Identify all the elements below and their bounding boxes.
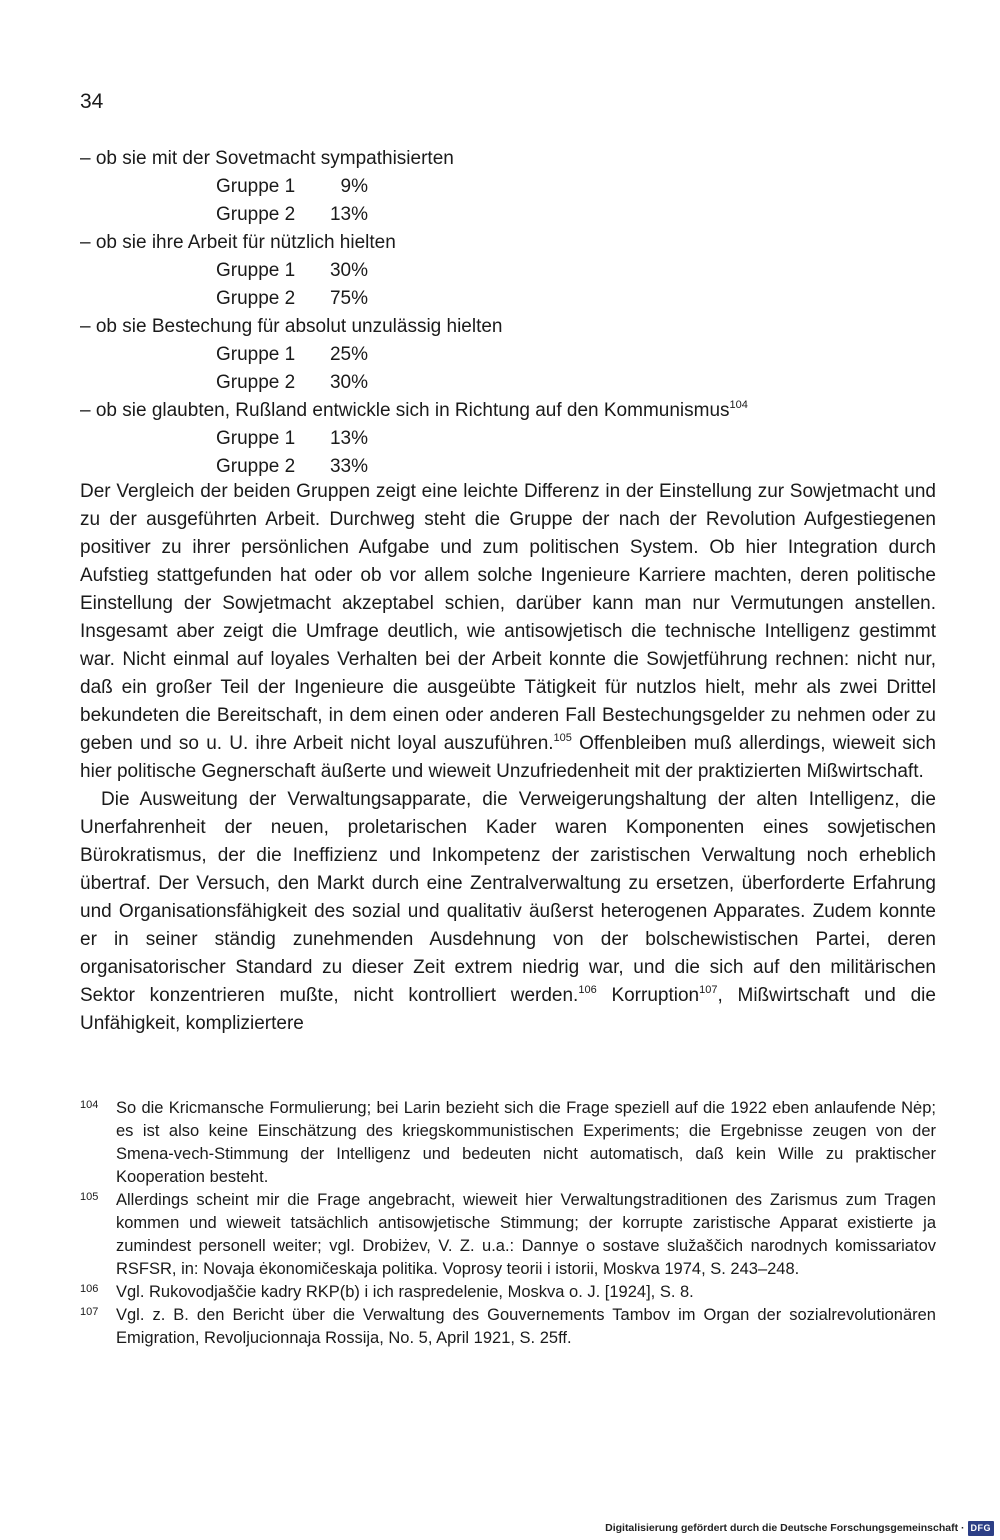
survey-item <box>80 397 936 481</box>
survey-row: Gruppe 2 75% <box>216 288 368 309</box>
survey-row: Gruppe 2 30% <box>216 372 368 393</box>
footnote: 105 Allerdings scheint mir die Frage angebracht, wieweit hier Verwaltungstraditionen des Zarismus zum Tragen kommen und wieweit tatsächlich antisowjetische Stimmung; der korrupte zaristische Apparat existierte ja zumindest personell weiter; vgl. Drobiżev, V. Z. u.a.: Dannye o sostave služaščich narodnych komissariatov RSFSR, in: Novaja ėkonomičeskaja politika. Voprosy teorii i istorii, Moskva 1974, S. 243–248. <box>80 1191 936 1278</box>
footnote: 104 So die Kricmansche Formulierung; bei Larin bezieht sich die Frage speziell auf die 1922 eben anlaufende Nėp; es ist also keine Einschätzung des kriegskommunistischen Experiments; die Ergebnisse zeugen von der Smena-vech-Stimmung der Intelligenz und bedeuten nicht automatisch, daß kein Wille zu praktischer Kooperation besteht. <box>80 1099 936 1186</box>
survey-question: – ob sie glaubten, Rußland entwickle sich in Richtung auf den Kommunismus$^{104}$ <box>80 399 748 421</box>
survey-item <box>80 313 936 397</box>
survey-question: – ob sie ihre Arbeit für nützlich hielten <box>80 232 396 253</box>
paragraph: Der Vergleich der beiden Gruppen zeigt eine leichte Differenz in der Einstellung zur Sowjetmacht und zu der ausgeführten Arbeit. Durchweg steht die Gruppe der nach der Revolution Aufgestiegenen positiver zu ihrer persönlichen Aufgabe und zum politischen System. Ob hier Integration durch Aufstieg stattgefunden hat oder ob vor allem solche Ingenieure Karriere machten, deren politische Einstellung der Sowjetmacht akzeptabel schien, darüber kann man nur Vermutungen anstellen. Insgesamt aber zeigt die Umfrage deutlich, wie antisowjetisch die technische Intelligenz gestimmt war. Nicht einmal auf loyales Verhalten bei der Arbeit konnte die Sowjetführung rechnen: nicht nur, daß ein großer Teil der Ingenieure die ausgeübte Tätigkeit für nutzlos hielt, mehr als zwei Drittel bekundeten die Bereitschaft, in dem einen oder anderen Fall Bestechungsgelder zu nehmen oder zu geben und so u. U. ihre Arbeit nicht loyal auszuführen.$^{105}$ Offenbleiben muß allerdings, wieweit sich hier politische Gegnerschaft äußerte und wieweit Unzufriedenheit mit der praktizierten Mißwirtschaft. <box>80 481 936 782</box>
survey-item <box>80 229 936 313</box>
footnote-number: 105 <box>80 1191 99 1203</box>
digitization-banner <box>605 1521 994 1536</box>
footnote-number: 107 <box>80 1306 99 1318</box>
banner-text: Digitalisierung gefördert durch die Deutsche Forschungsgemeinschaft · <box>605 1522 965 1534</box>
footnote-ref: 106 <box>578 984 597 996</box>
survey-question: – ob sie mit der Sovetmacht sympathisierten <box>80 148 454 169</box>
survey-row: Gruppe 1 9% <box>216 176 368 197</box>
survey-question: – ob sie Bestechung für absolut unzulässig hielten <box>80 316 503 337</box>
body-text <box>80 478 936 1038</box>
survey-row: Gruppe 1 30% <box>216 260 368 281</box>
footnote-number: 106 <box>80 1283 99 1295</box>
page-number: 34 <box>80 90 104 113</box>
survey-results <box>80 145 936 481</box>
survey-row: Gruppe 2 13% <box>216 204 368 225</box>
footnote: 107 Vgl. z. B. den Bericht über die Verwaltung des Gouvernements Tambov im Organ der sozialrevolutionären Emigration, Revoljucionnaja Rossija, No. 5, April 1921, S. 25ff. <box>80 1306 936 1347</box>
paragraph: Die Ausweitung der Verwaltungsapparate, die Verweigerungshaltung der alten Intelligenz, die Unerfahrenheit der neuen, proletarischen Kader waren Komponenten eines sowjetischen Bürokratismus, der die Ineffizienz und Inkompetenz der zaristischen Verwaltung noch erheblich übertraf. Der Versuch, den Markt durch eine Zentralverwaltung zu ersetzen, überforderte Erfahrung und Organisationsfähigkeit des sozial und qualitativ äußerst heterogenen Apparates. Zudem konnte er in seiner ständig zunehmenden Ausdehnung von der bolschewistischen Partei, deren organisatorischer Standard zu dieser Zeit extrem niedrig war, und die sich auf den militärischen Sektor konzentrieren mußte, nicht kontrolliert werden.$^{106}$ Korruption$^{107}$, Mißwirtschaft und die Unfähigkeit, kompliziertere <box>80 789 936 1034</box>
dfg-logo-icon: DFG <box>968 1521 995 1536</box>
footnote: 106 Vgl. Rukovodjaščie kadry RKP(b) i ich raspredelenie, Moskva o. J. [1924], S. 8. <box>80 1283 694 1301</box>
footnote-ref: 105 <box>553 732 572 744</box>
survey-item <box>80 145 936 229</box>
survey-row: Gruppe 1 25% <box>216 344 368 365</box>
footnote-ref: 107 <box>699 984 718 996</box>
survey-row: Gruppe 1 13% <box>216 428 368 449</box>
footnote-number: 104 <box>80 1099 99 1111</box>
survey-row: Gruppe 2 33% <box>216 456 368 477</box>
footnote-ref: 104 <box>729 399 748 411</box>
footnotes <box>80 1097 936 1350</box>
